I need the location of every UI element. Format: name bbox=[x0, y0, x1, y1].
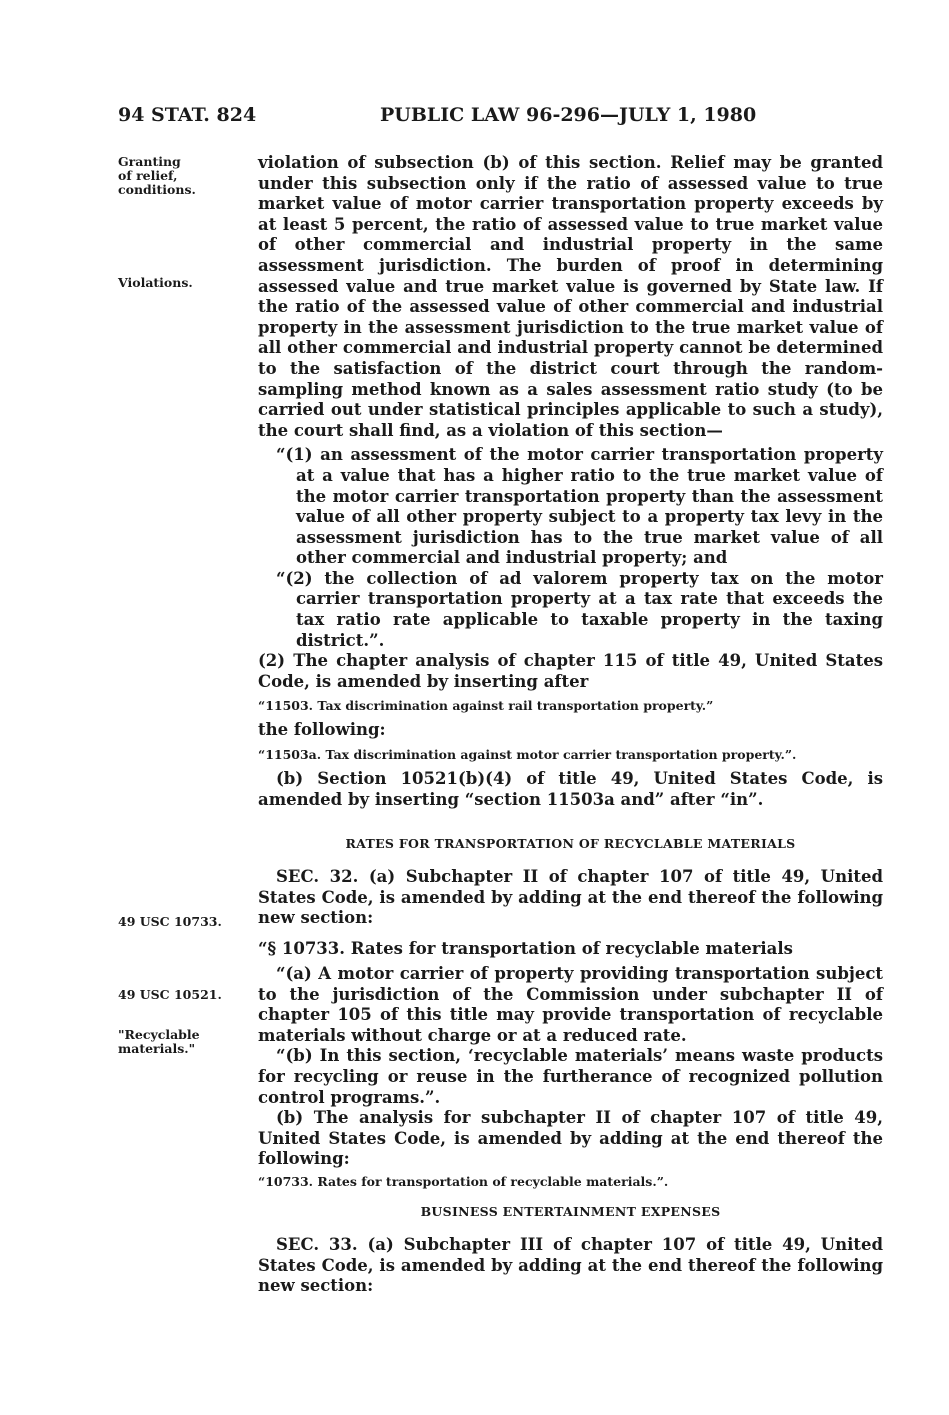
paragraph-subchapter-analysis: (b) The analysis for subchapter II of chapter 107 of title 49, United States Code, is amended by adding at the end thereof the following: bbox=[258, 1108, 883, 1169]
quote-item-1: “(1) an assessment of the motor carrier transportation property at a value that has a higher ratio to the true market value of the motor carrier transportation property than the assessment value of all other property subject to a property tax levy in the assessment jurisdiction has to the true market value of all other commercial and industrial property; and bbox=[276, 445, 883, 568]
margin-note-granting: Granting of relief, conditions. bbox=[118, 154, 196, 197]
section-32: SEC. 32. (a) Subchapter II of chapter 107 of title 49, United States Code, is amended by adding at the end thereof the following new section: bbox=[258, 867, 883, 928]
page-header bbox=[0, 104, 949, 136]
section-10733-title: “§ 10733. Rates for transportation of recyclable materials bbox=[258, 939, 793, 958]
quote-item-2: “(2) the collection of ad valorem property tax on the motor carrier transportation property at a tax rate that exceeds the tax ratio rate applicable to taxable property in the taxing district.”. bbox=[276, 568, 883, 650]
section-heading-business: BUSINESS ENTERTAINMENT EXPENSES bbox=[420, 1203, 721, 1219]
item-11503a: “11503a. Tax discrimination against motor carrier transportation property.”. bbox=[258, 747, 797, 763]
statute-page-number: 94 STAT. 824 bbox=[118, 104, 257, 126]
paragraph-chapter-analysis: (2) The chapter analysis of chapter 115 of title 49, United States Code, is amended by inserting after bbox=[258, 651, 883, 691]
paragraph-violation: violation of subsection (b) of this section. Relief may be granted under this subsection only if the ratio of assessed value to true market value of motor carrier transportation property exceeds by at least 5 percent, the ratio of assessed value to true market value of other commercial and industrial property in the same assessment jurisdiction. The burden of proof in determining assessed value and true market value is governed by State law. If the ratio of the assessed value of other commercial and industrial property in the assessment jurisdiction to the true market value of all other commercial and industrial property cannot be determined to the satisfaction of the district court through the random-sampling method known as a sales assessment ratio study (to be carried out under statistical principles applicable to such a study), the court shall find, as a violation of this section— bbox=[258, 153, 883, 440]
margin-note-recyclable: "Recyclable materials." bbox=[118, 1027, 200, 1056]
paragraph-section-10521: (b) Section 10521(b)(4) of title 49, United States Code, is amended by inserting “section 11503a and” after “in”. bbox=[258, 769, 883, 809]
item-10733: “10733. Rates for transportation of recyclable materials.”. bbox=[258, 1173, 669, 1189]
section-10733-b: “(b) In this section, ‘recyclable materials’ means waste products for recycling or reuse in the furtherance of recognized pollution control programs.”. bbox=[258, 1046, 883, 1107]
margin-note-usc-10733: 49 USC 10733. bbox=[118, 914, 222, 929]
text-the-following: the following: bbox=[258, 720, 386, 740]
margin-note-usc-10521: 49 USC 10521. bbox=[118, 987, 222, 1002]
main-text-block bbox=[258, 153, 883, 1297]
section-heading-recyclable: RATES FOR TRANSPORTATION OF RECYCLABLE MATERIALS bbox=[345, 836, 796, 852]
item-11503: “11503. Tax discrimination against rail transportation property.” bbox=[258, 698, 714, 714]
margin-note-violations: Violations. bbox=[118, 275, 193, 290]
running-title: PUBLIC LAW 96-296—JULY 1, 1980 bbox=[380, 104, 757, 126]
section-10733-a: “(a) A motor carrier of property providing transportation subject to the jurisdiction of the Commission under subchapter II of chapter 105 of this title may provide transportation of recyclable materials without charge or at a reduced rate. bbox=[258, 964, 883, 1045]
section-33: SEC. 33. (a) Subchapter III of chapter 107 of title 49, United States Code, is amended by adding at the end thereof the following new section: bbox=[258, 1234, 883, 1296]
